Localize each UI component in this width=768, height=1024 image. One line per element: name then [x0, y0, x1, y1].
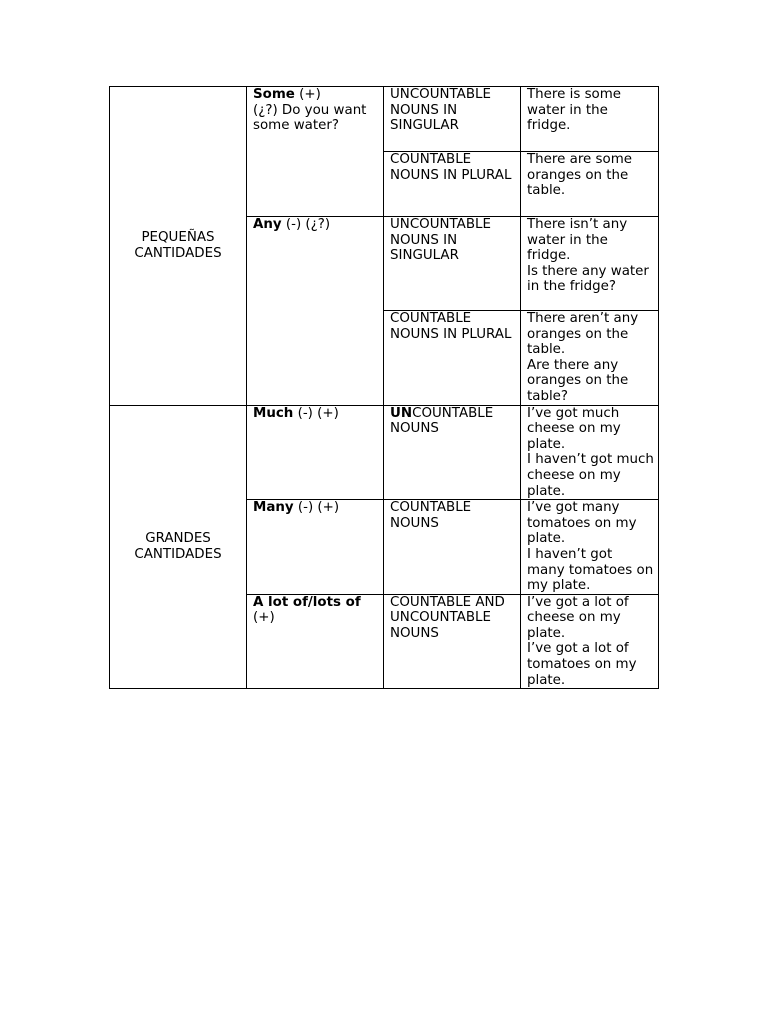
quantifier-usage: (+)	[253, 610, 275, 626]
quantifier-much	[247, 405, 384, 500]
quantifier-word: Many	[253, 500, 294, 516]
quantifier-word: Any	[253, 217, 282, 232]
quantifier-many	[247, 500, 384, 595]
example-sentence: I’ve got a lot of cheese on my plate. I’ve got a lot of tomatoes on my plate.	[521, 594, 659, 689]
quantifier-usage: (-) (+)	[293, 405, 339, 421]
noun-type: COUNTABLE NOUNS	[384, 500, 521, 595]
quantifier-a-lot-of	[247, 594, 384, 689]
quantifier-usage: (-) (¿?)	[281, 217, 331, 232]
example-sentence: There aren’t any oranges on the table. Are there any oranges on the table?	[521, 311, 659, 406]
quantifier-word: Some	[253, 87, 295, 102]
quantifiers-table	[109, 86, 659, 689]
noun-type: COUNTABLE NOUNS IN PLURAL	[384, 152, 521, 217]
quantifier-any	[247, 217, 384, 406]
table-row	[110, 405, 659, 500]
quantifier-word: A lot of/lots of	[253, 594, 361, 610]
example-sentence: There are some oranges on the table.	[521, 152, 659, 217]
noun-type: COUNTABLE NOUNS IN PLURAL	[384, 311, 521, 406]
quantifier-usage: (+)	[294, 87, 321, 102]
example-sentence: I’ve got much cheese on my plate. I haven’t got much cheese on my plate.	[521, 405, 659, 500]
quantifier-usage: (-) (+)	[293, 500, 340, 516]
quantifier-example: (¿?) Do you want some water?	[253, 102, 367, 134]
quantifier-word: Much	[253, 405, 294, 421]
example-sentence: There isn’t any water in the fridge. Is there any water in the fridge?	[521, 217, 659, 311]
example-sentence: There is some water in the fridge.	[521, 87, 659, 152]
noun-type: COUNTABLE AND UNCOUNTABLE NOUNS	[384, 594, 521, 689]
quantifier-some	[247, 87, 384, 217]
group-label-large-quantities: GRANDES CANTIDADES	[110, 405, 247, 689]
noun-type: UNCOUNTABLE NOUNS IN SINGULAR	[384, 217, 521, 311]
example-sentence: I’ve got many tomatoes on my plate. I haven’t got many tomatoes on my plate.	[521, 500, 659, 595]
noun-type: UNCOUNTABLE NOUNS IN SINGULAR	[384, 87, 521, 152]
noun-type: UNCOUNTABLE NOUNS	[384, 405, 521, 500]
table-row	[110, 87, 659, 152]
group-label-small-quantities: PEQUEÑAS CANTIDADES	[110, 87, 247, 406]
